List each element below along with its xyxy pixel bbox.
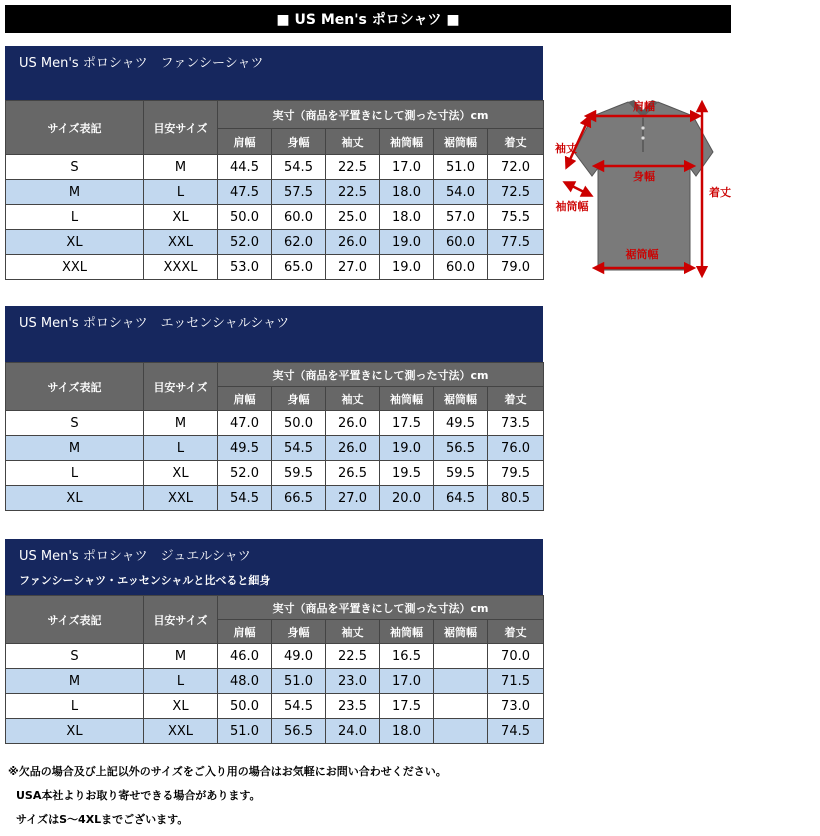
section-subtitle: ファンシーシャツ・エッセンシャルと比べると細身 — [19, 574, 271, 587]
cell-measurement: 19.0 — [380, 436, 434, 461]
cell-measurement: 22.5 — [326, 155, 380, 180]
cell-measurement: 56.5 — [434, 436, 488, 461]
section-title: US Men's ポロシャツ エッセンシャルシャツ — [19, 316, 290, 331]
label-hem-width: 裾筒幅 — [625, 248, 659, 261]
cell-measurement: 70.0 — [488, 644, 544, 669]
header-body-width: 身幅 — [272, 620, 326, 644]
cell-measurement: 44.5 — [218, 155, 272, 180]
label-shoulder: 肩幅 — [633, 100, 655, 113]
cell-measurement: 60.0 — [434, 255, 488, 280]
cell-size: L — [6, 205, 144, 230]
cell-measurement — [434, 694, 488, 719]
cell-measurement: 57.5 — [272, 180, 326, 205]
cell-size: M — [6, 180, 144, 205]
cell-measurement: 23.5 — [326, 694, 380, 719]
cell-measurement: 18.0 — [380, 205, 434, 230]
cell-measurement: 54.0 — [434, 180, 488, 205]
section-header — [5, 539, 543, 595]
cell-measurement — [434, 719, 488, 744]
header-size: サイズ表記 — [6, 101, 144, 155]
label-sleeve-width: 袖筒幅 — [555, 200, 589, 213]
header-measure: 実寸（商品を平置きにして測った寸法）cm — [218, 596, 544, 620]
cell-measurement: 20.0 — [380, 486, 434, 511]
cell-size: L — [6, 461, 144, 486]
header-hem-width: 裾筒幅 — [434, 387, 488, 411]
table-row — [6, 461, 544, 486]
cell-measurement: 50.0 — [218, 205, 272, 230]
label-length: 着丈 — [709, 186, 731, 199]
cell-size: L — [6, 694, 144, 719]
cell-measurement: 75.5 — [488, 205, 544, 230]
cell-measurement: 18.0 — [380, 180, 434, 205]
header-body-width: 身幅 — [272, 129, 326, 155]
cell-measurement: 72.0 — [488, 155, 544, 180]
header-length: 着丈 — [488, 129, 544, 155]
note-line: USA本社よりお取り寄せできる場合があります。 — [16, 789, 261, 802]
cell-measurement: 25.0 — [326, 205, 380, 230]
cell-measurement: 76.0 — [488, 436, 544, 461]
cell-size: M — [6, 436, 144, 461]
cell-measurement: 51.0 — [272, 669, 326, 694]
cell-measurement: 54.5 — [218, 486, 272, 511]
cell-measurement — [434, 669, 488, 694]
header-length: 着丈 — [488, 387, 544, 411]
section-title: US Men's ポロシャツ ジュエルシャツ — [19, 549, 251, 564]
top-banner — [5, 5, 731, 33]
cell-measurement: 54.5 — [272, 694, 326, 719]
section-fancy — [5, 46, 543, 280]
cell-measurement: 18.0 — [380, 719, 434, 744]
cell-guide: XL — [144, 461, 218, 486]
header-measure: 実寸（商品を平置きにして測った寸法）cm — [218, 363, 544, 387]
section-header — [5, 46, 543, 100]
cell-measurement: 62.0 — [272, 230, 326, 255]
header-sleeve-width: 袖筒幅 — [380, 620, 434, 644]
header-sleeve-length: 袖丈 — [326, 129, 380, 155]
cell-size: M — [6, 669, 144, 694]
cell-measurement: 64.5 — [434, 486, 488, 511]
section-header — [5, 306, 543, 362]
cell-measurement: 65.0 — [272, 255, 326, 280]
header-sleeve-width: 袖筒幅 — [380, 387, 434, 411]
cell-measurement: 57.0 — [434, 205, 488, 230]
header-guide: 目安サイズ — [144, 596, 218, 644]
cell-guide: M — [144, 411, 218, 436]
size-table — [5, 595, 544, 744]
table-row — [6, 411, 544, 436]
cell-measurement: 60.0 — [434, 230, 488, 255]
cell-measurement: 73.5 — [488, 411, 544, 436]
table-row — [6, 669, 544, 694]
cell-size: S — [6, 411, 144, 436]
cell-measurement: 27.0 — [326, 486, 380, 511]
table-row — [6, 694, 544, 719]
header-size: サイズ表記 — [6, 596, 144, 644]
header-hem-width: 裾筒幅 — [434, 620, 488, 644]
cell-measurement: 54.5 — [272, 436, 326, 461]
header-sleeve-width: 袖筒幅 — [380, 129, 434, 155]
cell-measurement: 26.5 — [326, 461, 380, 486]
section-essential — [5, 306, 543, 511]
cell-guide: XXL — [144, 719, 218, 744]
header-sleeve-length: 袖丈 — [326, 620, 380, 644]
cell-measurement: 79.5 — [488, 461, 544, 486]
table-row — [6, 644, 544, 669]
cell-measurement: 77.5 — [488, 230, 544, 255]
banner-title: ■ US Men's ポロシャツ ■ — [276, 12, 460, 28]
cell-measurement: 71.5 — [488, 669, 544, 694]
cell-size: XL — [6, 486, 144, 511]
cell-measurement: 19.0 — [380, 255, 434, 280]
cell-size: XXL — [6, 255, 144, 280]
cell-measurement: 24.0 — [326, 719, 380, 744]
cell-size: XL — [6, 719, 144, 744]
cell-measurement: 16.5 — [380, 644, 434, 669]
header-shoulder: 肩幅 — [218, 129, 272, 155]
cell-measurement: 26.0 — [326, 436, 380, 461]
cell-measurement: 60.0 — [272, 205, 326, 230]
cell-guide: M — [144, 155, 218, 180]
cell-guide: XL — [144, 694, 218, 719]
cell-measurement: 17.0 — [380, 155, 434, 180]
cell-guide: XXL — [144, 230, 218, 255]
cell-measurement: 54.5 — [272, 155, 326, 180]
cell-measurement: 23.0 — [326, 669, 380, 694]
cell-measurement: 19.0 — [380, 230, 434, 255]
cell-measurement: 27.0 — [326, 255, 380, 280]
cell-measurement: 22.5 — [326, 644, 380, 669]
cell-guide: M — [144, 644, 218, 669]
cell-measurement: 59.5 — [272, 461, 326, 486]
note-line: ※欠品の場合及び上記以外のサイズをご入り用の場合はお気軽にお問い合わせください。 — [8, 765, 447, 778]
table-row — [6, 180, 544, 205]
table-row — [6, 486, 544, 511]
cell-size: S — [6, 644, 144, 669]
cell-measurement: 26.0 — [326, 411, 380, 436]
cell-measurement: 46.0 — [218, 644, 272, 669]
cell-measurement: 51.0 — [218, 719, 272, 744]
cell-measurement: 26.0 — [326, 230, 380, 255]
cell-measurement: 47.5 — [218, 180, 272, 205]
cell-measurement: 53.0 — [218, 255, 272, 280]
header-guide: 目安サイズ — [144, 363, 218, 411]
cell-measurement: 56.5 — [272, 719, 326, 744]
section-title: US Men's ポロシャツ ファンシーシャツ — [19, 56, 264, 71]
cell-measurement: 59.5 — [434, 461, 488, 486]
cell-measurement: 22.5 — [326, 180, 380, 205]
header-guide: 目安サイズ — [144, 101, 218, 155]
cell-guide: XXL — [144, 486, 218, 511]
cell-measurement: 72.5 — [488, 180, 544, 205]
cell-measurement: 49.5 — [218, 436, 272, 461]
header-sleeve-length: 袖丈 — [326, 387, 380, 411]
table-row — [6, 205, 544, 230]
cell-measurement: 80.5 — [488, 486, 544, 511]
cell-measurement: 17.5 — [380, 694, 434, 719]
notes — [8, 760, 447, 832]
cell-measurement: 49.5 — [434, 411, 488, 436]
size-table — [5, 100, 544, 280]
cell-measurement: 52.0 — [218, 230, 272, 255]
table-row — [6, 255, 544, 280]
cell-measurement: 17.5 — [380, 411, 434, 436]
cell-guide: XL — [144, 205, 218, 230]
cell-size: S — [6, 155, 144, 180]
cell-measurement: 17.0 — [380, 669, 434, 694]
section-jewel — [5, 539, 543, 744]
header-shoulder: 肩幅 — [218, 387, 272, 411]
cell-measurement: 49.0 — [272, 644, 326, 669]
cell-measurement: 47.0 — [218, 411, 272, 436]
cell-measurement: 51.0 — [434, 155, 488, 180]
cell-guide: L — [144, 669, 218, 694]
cell-measurement: 79.0 — [488, 255, 544, 280]
cell-measurement: 48.0 — [218, 669, 272, 694]
header-size: サイズ表記 — [6, 363, 144, 411]
cell-measurement: 52.0 — [218, 461, 272, 486]
cell-measurement: 50.0 — [218, 694, 272, 719]
cell-measurement: 66.5 — [272, 486, 326, 511]
cell-guide: L — [144, 180, 218, 205]
table-row — [6, 719, 544, 744]
header-shoulder: 肩幅 — [218, 620, 272, 644]
table-row — [6, 155, 544, 180]
cell-guide: L — [144, 436, 218, 461]
header-body-width: 身幅 — [272, 387, 326, 411]
cell-measurement: 19.5 — [380, 461, 434, 486]
header-length: 着丈 — [488, 620, 544, 644]
table-row — [6, 436, 544, 461]
cell-measurement — [434, 644, 488, 669]
cell-measurement: 50.0 — [272, 411, 326, 436]
header-measure: 実寸（商品を平置きにして測った寸法）cm — [218, 101, 544, 129]
label-sleeve-length: 袖丈 — [555, 142, 577, 155]
label-body-width: 身幅 — [633, 170, 655, 183]
note-line: サイズはS～4XLまでございます。 — [16, 813, 189, 826]
size-table — [5, 362, 544, 511]
cell-measurement: 73.0 — [488, 694, 544, 719]
cell-size: XL — [6, 230, 144, 255]
cell-measurement: 74.5 — [488, 719, 544, 744]
table-row — [6, 230, 544, 255]
header-hem-width: 裾筒幅 — [434, 129, 488, 155]
cell-guide: XXXL — [144, 255, 218, 280]
polo-shirt-diagram — [548, 92, 738, 282]
